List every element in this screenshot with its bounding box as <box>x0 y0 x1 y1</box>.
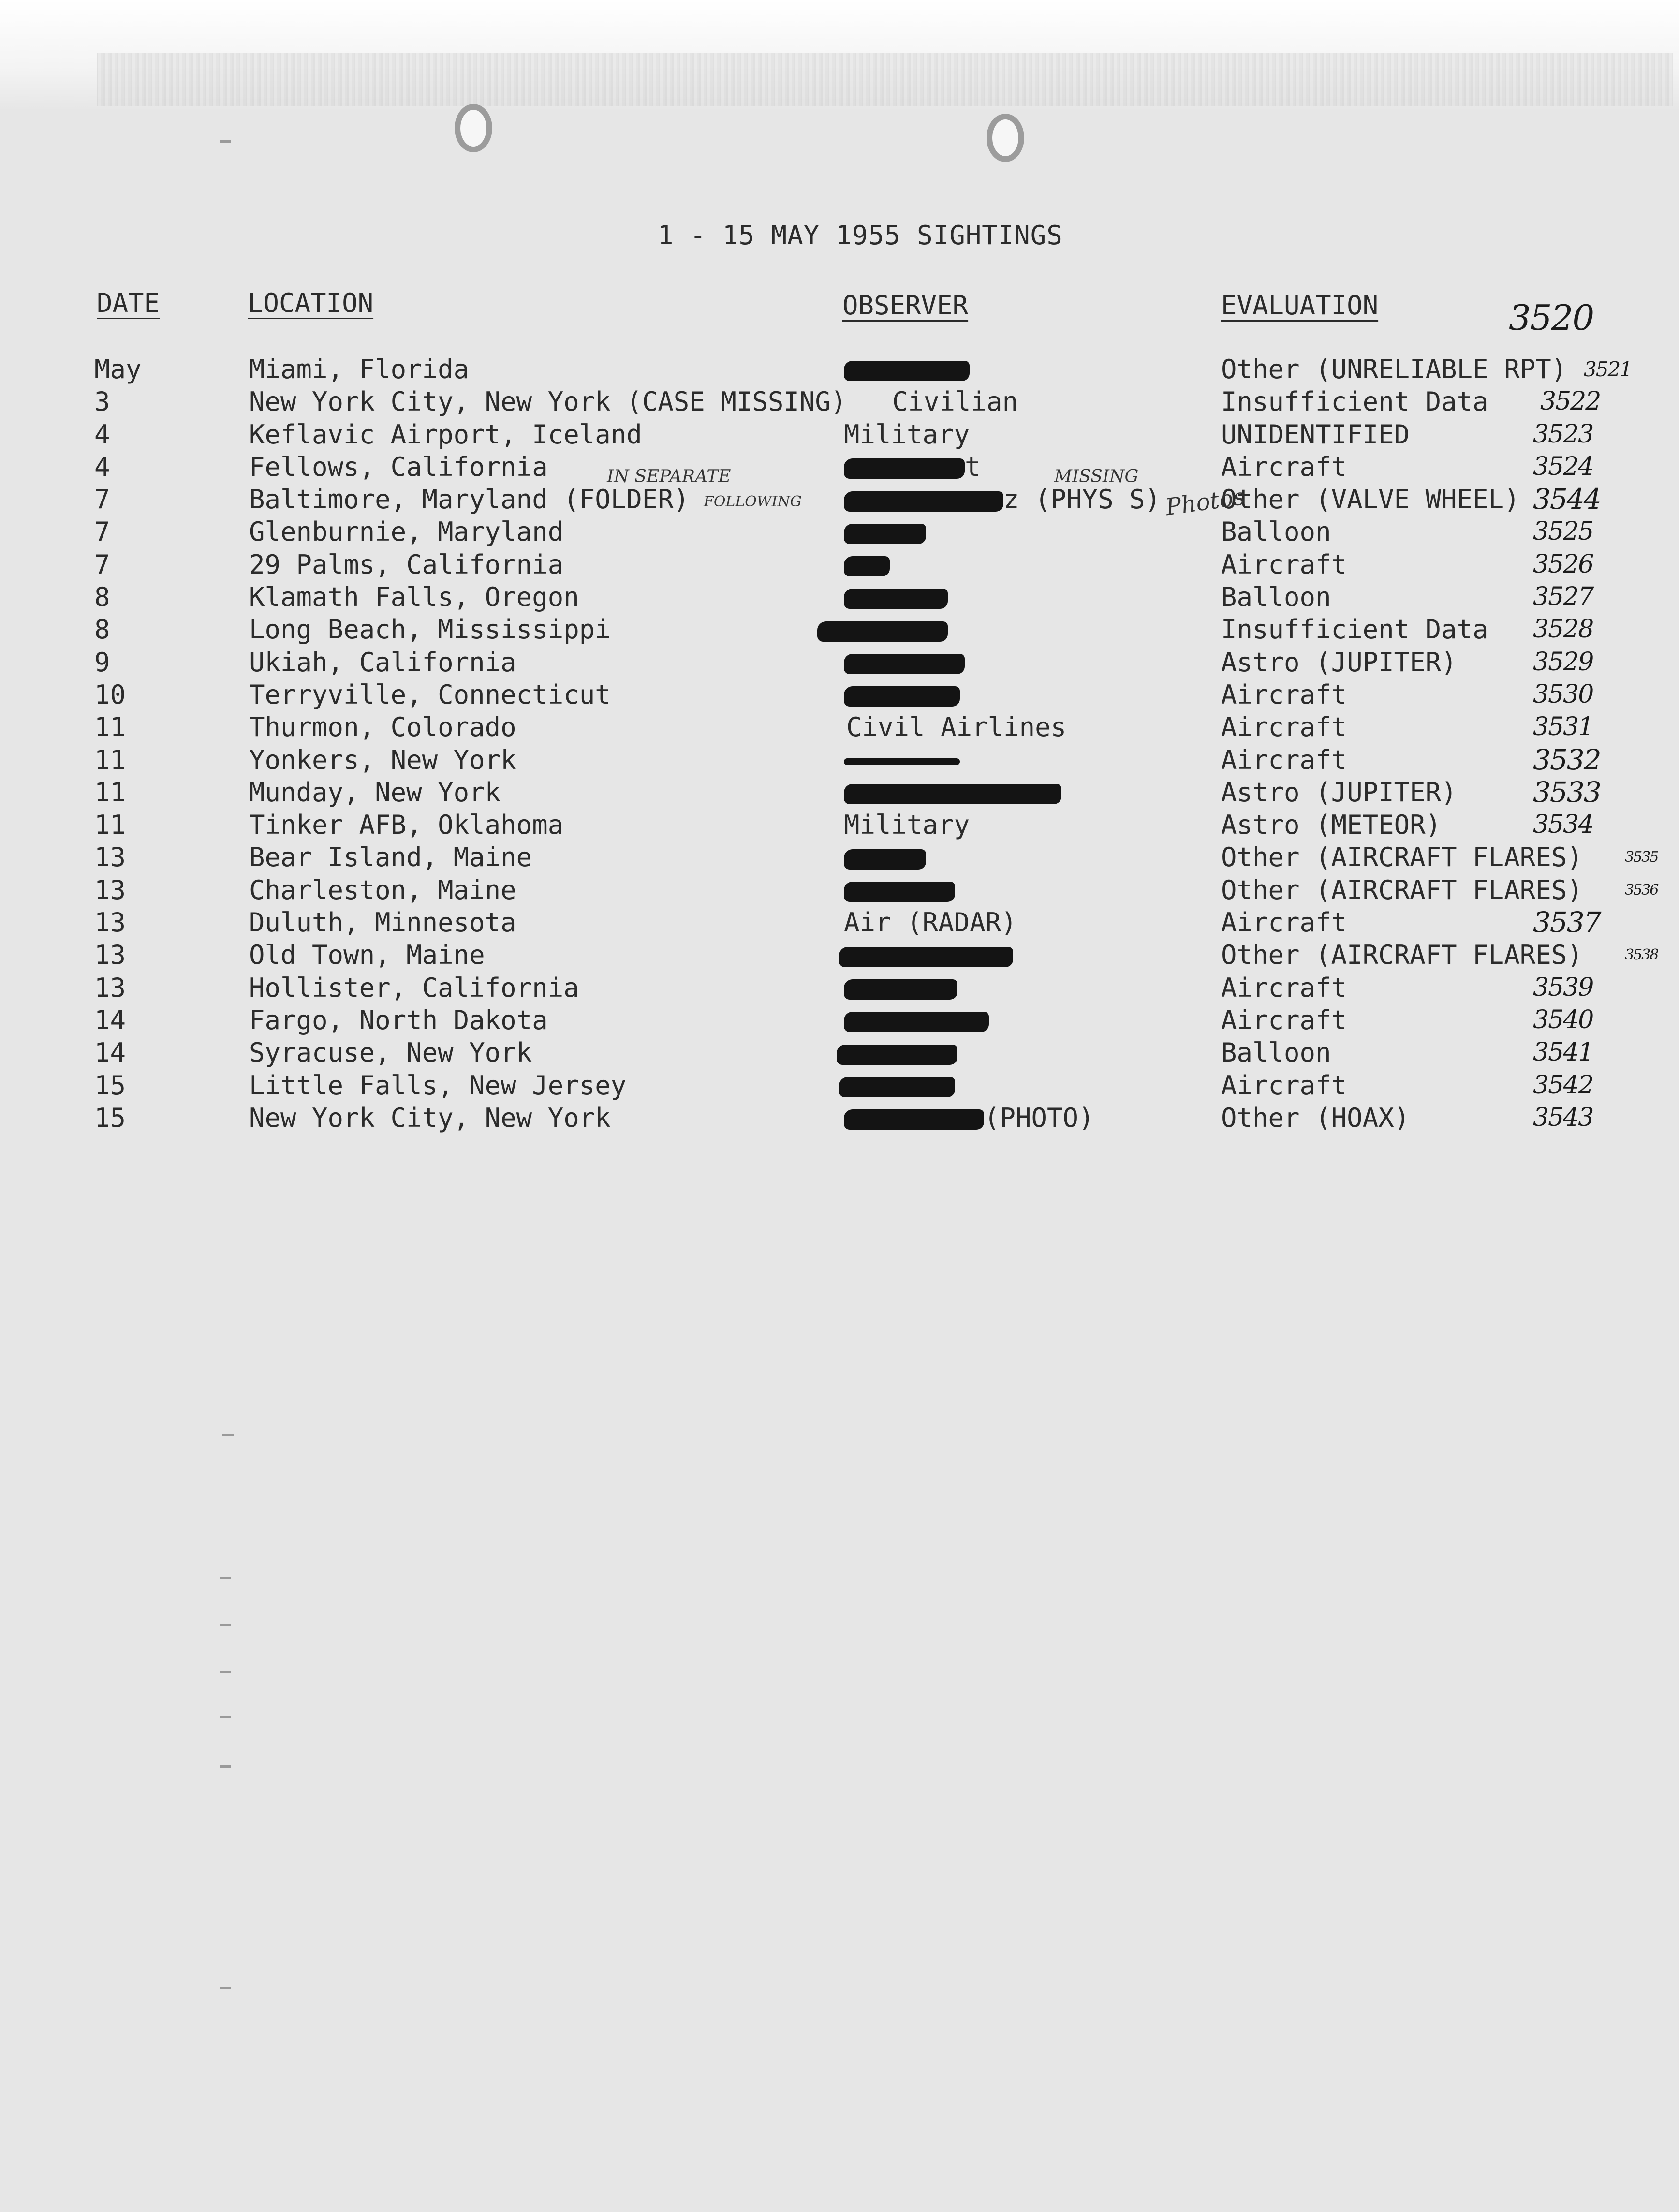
case-number: 3533 <box>1533 775 1601 809</box>
evaluation-cell: Other (AIRCRAFT FLARES) <box>1221 874 1583 905</box>
location-cell: Keflavic Airport, Iceland <box>249 419 642 450</box>
table-row <box>0 1069 1679 1102</box>
evaluation-cell: Insufficient Data <box>1221 386 1488 417</box>
redaction-bar <box>844 979 957 1000</box>
handwritten-note: IN SEPARATE <box>607 467 731 487</box>
location-cell: Miami, Florida <box>249 354 470 384</box>
date-cell: 7 <box>94 484 110 515</box>
redaction-bar <box>839 947 1013 967</box>
location-cell: Bear Island, Maine <box>249 842 532 873</box>
handwritten-note: Photos <box>1164 483 1247 521</box>
date-cell: 13 <box>94 940 126 971</box>
location-cell: Duluth, Minnesota <box>249 907 516 938</box>
case-number: 3543 <box>1533 1103 1593 1132</box>
redaction-bar <box>817 621 948 642</box>
date-cell: 11 <box>94 777 126 808</box>
header-observer: OBSERVER <box>842 290 969 321</box>
location-cell: Little Falls, New Jersey <box>249 1070 627 1101</box>
table-row <box>0 418 1679 451</box>
date-cell: 13 <box>94 874 126 905</box>
redaction-bar <box>844 556 890 576</box>
observer-cell <box>839 939 1013 971</box>
evaluation-cell: Aircraft <box>1221 1004 1347 1035</box>
evaluation-cell: Other (VALVE WHEEL) <box>1221 484 1520 515</box>
location-cell: Klamath Falls, Oregon <box>249 582 579 613</box>
location-cell: Glenburnie, Maryland <box>249 516 564 547</box>
table-row <box>0 548 1679 581</box>
table-row <box>0 646 1679 678</box>
handwritten-note: MISSING <box>1054 467 1139 487</box>
table-row <box>0 678 1679 711</box>
date-cell: 13 <box>94 972 126 1003</box>
case-number: 3531 <box>1533 712 1593 742</box>
case-number: 3537 <box>1533 906 1601 939</box>
redaction-bar <box>837 1045 957 1065</box>
table-row <box>0 841 1679 873</box>
location-cell: Long Beach, Mississippi <box>249 614 611 645</box>
table-row <box>0 972 1679 1004</box>
handwritten-note: FOLLOWING <box>704 493 802 510</box>
date-cell: 3 <box>94 386 110 417</box>
case-number: 3525 <box>1533 517 1593 546</box>
table-row <box>0 353 1679 385</box>
evaluation-cell: Aircraft <box>1221 744 1347 775</box>
table-row <box>0 776 1679 809</box>
date-cell: 10 <box>94 679 126 710</box>
location-cell: Tinker AFB, Oklahoma <box>249 810 564 841</box>
evaluation-cell: Other (AIRCRAFT FLARES) <box>1221 940 1583 971</box>
scan-mark <box>220 140 231 143</box>
date-cell: 13 <box>94 842 126 873</box>
case-number: 3544 <box>1533 483 1601 516</box>
location-cell: Terryville, Connecticut <box>249 679 611 710</box>
evaluation-cell: Other (HOAX) <box>1221 1102 1410 1133</box>
observer-cell <box>844 353 970 385</box>
table-row <box>0 613 1679 646</box>
location-cell: Old Town, Maine <box>249 940 485 971</box>
case-number: 3536 <box>1625 881 1658 899</box>
location-cell: Ukiah, California <box>249 647 516 678</box>
location-cell: Fellows, California <box>249 451 548 482</box>
evaluation-cell: Aircraft <box>1221 1070 1347 1101</box>
evaluation-cell: Astro (JUPITER) <box>1221 777 1457 808</box>
date-cell: 4 <box>94 451 110 482</box>
observer-cell <box>844 483 1161 516</box>
observer-cell: Air (RADAR) <box>844 907 1017 938</box>
table-row <box>0 516 1679 548</box>
observer-cell <box>844 1004 989 1036</box>
case-number: 3539 <box>1533 973 1593 1002</box>
location-cell: New York City, New York (CASE MISSING) <box>249 386 847 417</box>
evaluation-cell: Other (UNRELIABLE RPT) <box>1221 354 1567 384</box>
scan-mark <box>220 1624 231 1626</box>
redaction-bar <box>839 1077 955 1097</box>
scan-mark <box>220 1987 231 1989</box>
case-number: 3528 <box>1533 615 1593 644</box>
table-row <box>0 1004 1679 1036</box>
table-row <box>0 906 1679 939</box>
observer-cell <box>844 678 960 711</box>
location-cell: Yonkers, New York <box>249 744 516 775</box>
scan-mark <box>222 1434 234 1436</box>
observer-cell <box>817 613 948 646</box>
case-number: 3530 <box>1533 679 1593 709</box>
date-cell: 13 <box>94 907 126 938</box>
case-number: 3521 <box>1584 357 1632 381</box>
observer-cell <box>844 841 926 873</box>
date-cell: 14 <box>94 1004 126 1035</box>
observer-cell: Military <box>844 810 970 841</box>
redaction-bar <box>844 849 926 870</box>
location-cell: Hollister, California <box>249 972 579 1003</box>
date-cell: 14 <box>94 1037 126 1068</box>
table-row <box>0 581 1679 613</box>
table-row <box>0 385 1679 418</box>
redaction-bar <box>844 589 948 609</box>
header-date: DATE <box>97 288 160 318</box>
observer-cell <box>844 744 960 776</box>
date-cell: 11 <box>94 810 126 841</box>
date-cell: 11 <box>94 712 126 743</box>
observer-cell <box>844 1102 1094 1134</box>
date-cell: 11 <box>94 744 126 775</box>
evaluation-cell: Other (AIRCRAFT FLARES) <box>1221 842 1583 873</box>
case-number: 3542 <box>1533 1070 1593 1100</box>
sightings-table <box>0 353 1679 1134</box>
redaction-bar <box>844 458 965 479</box>
table-row <box>0 809 1679 841</box>
evaluation-cell: Aircraft <box>1221 451 1347 482</box>
scan-mark <box>220 1577 231 1579</box>
table-row <box>0 939 1679 971</box>
observer-cell <box>837 1036 957 1069</box>
case-number: 3541 <box>1533 1038 1593 1067</box>
table-row <box>0 744 1679 776</box>
table-row <box>0 711 1679 743</box>
observer-cell <box>844 972 957 1004</box>
observer-fragment: t <box>965 451 981 482</box>
header-evaluation: EVALUATION <box>1221 290 1379 321</box>
case-number: 3538 <box>1625 946 1658 964</box>
evaluation-cell: Aircraft <box>1221 549 1347 580</box>
case-number: 3535 <box>1625 849 1658 866</box>
location-cell: Munday, New York <box>249 777 501 808</box>
date-cell: 15 <box>94 1070 126 1101</box>
date-cell: 4 <box>94 419 110 450</box>
case-number: 3540 <box>1533 1005 1593 1034</box>
table-row <box>0 874 1679 906</box>
location-cell: Baltimore, Maryland (FOLDER) <box>249 484 690 515</box>
observer-cell: Military <box>844 419 970 450</box>
observer-cell: Civilian <box>892 386 1018 417</box>
location-cell: Fargo, North Dakota <box>249 1004 548 1035</box>
observer-cell <box>844 776 1061 809</box>
case-number: 3524 <box>1533 452 1593 481</box>
date-cell: 7 <box>94 516 110 547</box>
location-cell: Syracuse, New York <box>249 1037 532 1068</box>
redaction-bar <box>844 686 960 707</box>
evaluation-cell: Aircraft <box>1221 712 1347 743</box>
observer-cell <box>839 1069 955 1102</box>
table-row <box>0 1036 1679 1069</box>
date-cell: 9 <box>94 647 110 678</box>
location-cell: Charleston, Maine <box>249 874 516 905</box>
location-cell: 29 Palms, California <box>249 549 564 580</box>
table-row <box>0 1102 1679 1134</box>
evaluation-cell: Aircraft <box>1221 679 1347 710</box>
scan-scuff <box>97 53 1673 106</box>
case-number: 3526 <box>1533 549 1593 579</box>
scan-mark <box>220 1765 231 1768</box>
redaction-bar <box>844 758 960 765</box>
observer-cell <box>844 516 926 548</box>
date-cell: 8 <box>94 614 110 645</box>
observer-fragment: z (PHYS S) <box>1003 484 1161 515</box>
case-number: 3534 <box>1533 810 1593 840</box>
evaluation-cell: Balloon <box>1221 516 1331 547</box>
case-number: 3522 <box>1540 387 1601 416</box>
date-cell: May <box>94 354 142 384</box>
evaluation-cell: Balloon <box>1221 1037 1331 1068</box>
redaction-bar <box>844 1012 989 1032</box>
observer-cell <box>844 581 948 613</box>
table-row <box>0 451 1679 483</box>
observer-cell: Civil Airlines <box>846 712 1067 743</box>
evaluation-cell: Balloon <box>1221 582 1331 613</box>
redaction-bar <box>844 882 955 902</box>
evaluation-cell: Astro (JUPITER) <box>1221 647 1457 678</box>
document-title: 1 - 15 MAY 1955 SIGHTINGS <box>658 220 1063 251</box>
case-number: 3532 <box>1533 743 1601 776</box>
punch-hole-right <box>987 114 1024 162</box>
observer-cell <box>844 646 965 678</box>
punch-hole-left <box>455 104 492 152</box>
redaction-bar <box>844 1109 984 1130</box>
date-cell: 7 <box>94 549 110 580</box>
evaluation-cell: Aircraft <box>1221 972 1347 1003</box>
redaction-bar <box>844 654 965 674</box>
table-row <box>0 483 1679 516</box>
scan-mark <box>220 1671 231 1673</box>
location-cell: Thurmon, Colorado <box>249 712 516 743</box>
observer-cell <box>844 451 981 483</box>
redaction-bar <box>844 361 970 381</box>
location-cell: New York City, New York <box>249 1102 611 1133</box>
date-cell: 8 <box>94 582 110 613</box>
observer-cell <box>844 874 955 906</box>
case-number: 3529 <box>1533 647 1593 677</box>
case-number: 3523 <box>1533 419 1593 449</box>
evaluation-cell: Aircraft <box>1221 907 1347 938</box>
evaluation-cell: UNIDENTIFIED <box>1221 419 1410 450</box>
header-location: LOCATION <box>248 288 374 318</box>
observer-fragment: (PHOTO) <box>984 1102 1094 1133</box>
evaluation-cell: Insufficient Data <box>1221 614 1488 645</box>
scan-mark <box>220 1716 231 1718</box>
observer-cell <box>844 548 890 581</box>
case-number: 3527 <box>1533 582 1593 612</box>
redaction-bar <box>844 784 1061 804</box>
date-cell: 15 <box>94 1102 126 1133</box>
redaction-bar <box>844 491 1003 512</box>
header-case-number: 3520 <box>1509 297 1594 338</box>
redaction-bar <box>844 524 926 544</box>
evaluation-cell: Astro (METEOR) <box>1221 810 1442 841</box>
